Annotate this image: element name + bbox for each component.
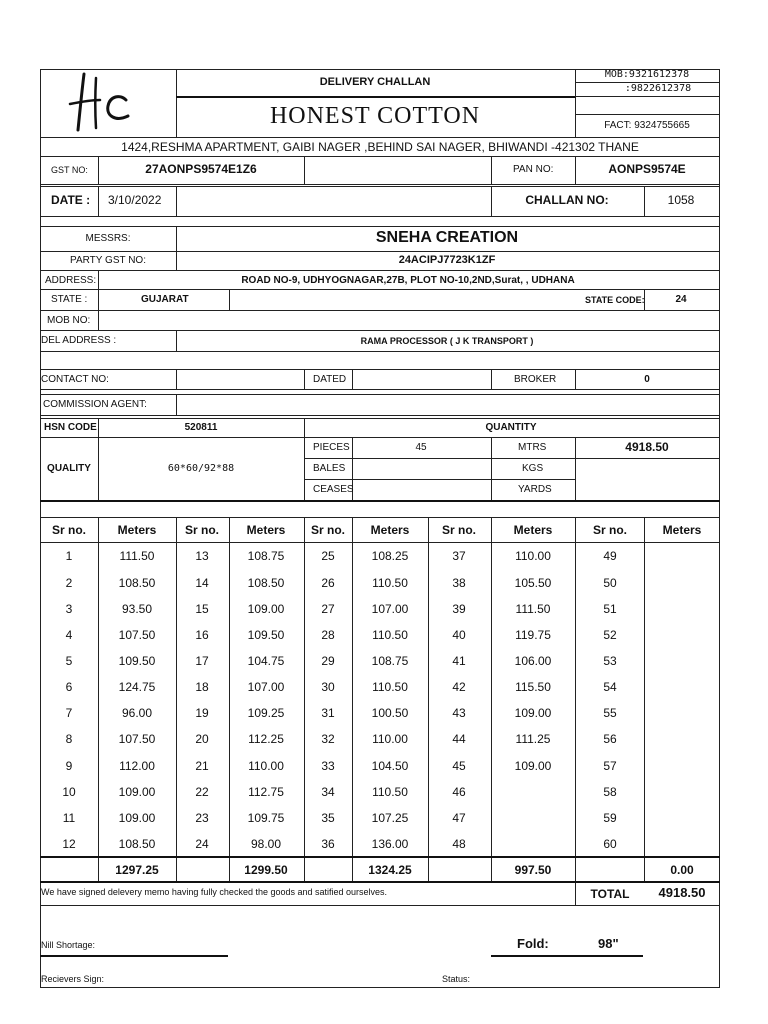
table-cell: 111.50 [515,602,551,616]
group-total: 1299.50 [244,863,288,877]
broker-value: 0 [644,374,650,385]
table-cell: 109.25 [247,706,285,720]
meters-header: Meters [513,523,553,537]
table-cell: 32 [321,732,335,746]
table-cell: 16 [195,628,209,642]
table-cell: 22 [195,785,209,799]
table-cell: 107.50 [118,628,156,642]
table-cell: 100.50 [371,706,409,720]
date-label: DATE : [51,193,91,207]
party-gst-label: PARTY GST NO: [70,255,146,266]
table-cell: 59 [603,811,617,825]
table-cell: 108.50 [118,837,156,851]
meters-header: Meters [117,523,157,537]
del-address-label: DEL ADDRESS : [41,335,117,346]
contact-label: CONTACT NO: [41,374,109,385]
table-cell: 110.00 [248,759,284,773]
table-cell: 26 [321,576,335,590]
table-cell: 57 [603,759,617,773]
party-name: SNEHA CREATION [375,229,519,246]
table-cell: 110.00 [372,732,408,746]
table-cell: 98.00 [250,837,282,851]
table-cell: 33 [321,759,335,773]
table-cell: 107.00 [247,680,285,694]
table-cell: 52 [603,628,617,642]
table-cell: 53 [603,654,617,668]
kgs-label: KGS [522,463,544,474]
table-cell: 56 [603,732,617,746]
table-cell: 104.75 [247,654,285,668]
table-cell: 12 [62,837,76,851]
dated-label: DATED [313,374,347,385]
challan-number: 1058 [667,193,695,207]
mtrs-value: 4918.50 [625,440,669,454]
commission-agent-label: COMMISSION AGENT: [43,399,147,410]
company-name: HONEST COTTON [269,103,481,129]
broker-label: BROKER [514,374,557,385]
table-cell: 48 [452,837,466,851]
group-total: 0.00 [670,863,694,877]
table-cell: 110.50 [372,576,408,590]
table-cell: 38 [452,576,466,590]
table-cell: 108.75 [247,549,285,563]
table-cell: 109.00 [514,759,552,773]
table-cell: 20 [195,732,209,746]
table-cell: 8 [65,732,73,746]
table-cell: 36 [321,837,335,851]
table-cell: 55 [603,706,617,720]
total-value: 4918.50 [658,885,706,900]
address-label: ADDRESS: [45,275,97,286]
table-cell: 93.50 [121,602,153,616]
table-cell: 60 [603,837,617,851]
party-gst-value: 24ACIPJ7723K1ZF [398,254,496,266]
sr-header: Sr no. [592,523,628,537]
bales-label: BALES [313,463,346,474]
table-cell: 111.50 [119,549,155,563]
mobile-number-2: :9822612378 [624,83,692,94]
doc-title: DELIVERY CHALLAN [319,76,431,88]
ceases-label: CEASES [313,484,354,495]
table-cell: 9 [65,759,73,773]
hsn-label: HSN CODE [44,422,97,433]
state-label: STATE : [51,294,88,305]
table-cell: 111.25 [515,732,551,746]
date-value: 3/10/2022 [108,193,162,207]
sr-header: Sr no. [310,523,346,537]
group-total: 1297.25 [115,863,159,877]
mobile-number-1: MOB:9321612378 [604,69,690,80]
table-cell: 58 [603,785,617,799]
table-cell: 107.25 [371,811,409,825]
state-code-label: STATE CODE: [585,295,645,305]
table-cell: 39 [452,602,466,616]
quantity-label: QUANTITY [485,422,537,433]
table-cell: 136.00 [371,837,409,851]
table-cell: 106.00 [514,654,552,668]
table-cell: 108.50 [118,576,156,590]
del-address-value: RAMA PROCESSOR ( J K TRANSPORT ) [360,336,534,346]
table-cell: 109.00 [514,706,552,720]
table-cell: 19 [195,706,209,720]
table-cell: 110.00 [515,549,551,563]
table-cell: 109.50 [118,654,156,668]
pan-value: AONPS9574E [608,162,686,176]
quality-label: QUALITY [47,463,91,474]
yards-label: YARDS [518,484,552,495]
table-cell: 110.50 [372,680,408,694]
table-cell: 24 [195,837,209,851]
meters-header: Meters [370,523,410,537]
table-cell: 108.25 [371,549,409,563]
table-cell: 47 [452,811,466,825]
state-value: GUJARAT [141,294,189,305]
table-cell: 42 [452,680,466,694]
table-cell: 49 [603,549,617,563]
table-cell: 2 [65,576,73,590]
table-cell: 124.75 [118,680,156,694]
table-cell: 109.75 [247,811,285,825]
table-cell: 1 [65,549,73,563]
table-cell: 29 [321,654,335,668]
table-cell: 34 [321,785,335,799]
nill-shortage-label: Nill Shortage: [41,940,96,950]
group-total: 1324.25 [368,863,412,877]
company-logo [66,70,136,134]
state-code-value: 24 [675,294,687,305]
factory-phone: FACT: 9324755665 [604,120,690,131]
hsn-value: 520811 [184,422,218,433]
pieces-label: PIECES [313,442,350,453]
fold-label: Fold: [517,936,549,951]
table-cell: 109.00 [118,811,156,825]
table-cell: 46 [452,785,466,799]
table-cell: 40 [452,628,466,642]
table-cell: 4 [65,628,73,642]
table-cell: 41 [452,654,466,668]
table-cell: 108.75 [371,654,409,668]
table-cell: 13 [195,549,209,563]
group-total: 997.50 [514,863,552,877]
table-cell: 17 [195,654,209,668]
table-cell: 44 [452,732,466,746]
table-cell: 23 [195,811,209,825]
table-cell: 30 [321,680,335,694]
table-cell: 25 [321,549,335,563]
table-cell: 115.50 [515,680,551,694]
table-cell: 112.75 [248,785,284,799]
table-cell: 5 [65,654,73,668]
table-cell: 110.50 [372,785,408,799]
table-cell: 18 [195,680,209,694]
table-cell: 11 [62,811,76,825]
challan-label: CHALLAN NO: [525,193,609,207]
table-cell: 50 [603,576,617,590]
table-cell: 45 [452,759,466,773]
sr-header: Sr no. [184,523,220,537]
table-cell: 105.50 [514,576,552,590]
table-cell: 43 [452,706,466,720]
receivers-sign-label: Recievers Sign: [41,974,105,984]
table-cell: 54 [603,680,617,694]
party-address: ROAD NO-9, UDHYOGNAGAR,27B, PLOT NO-10,2ND,Surat, , UDHANA [241,275,575,286]
sr-header: Sr no. [441,523,477,537]
gst-label: GST NO: [51,165,88,175]
total-label: TOTAL [590,887,630,901]
table-cell: 112.00 [119,759,155,773]
table-cell: 10 [62,785,76,799]
pieces-value: 45 [415,442,427,453]
quality-value: 60*60/92*88 [167,463,235,474]
table-cell: 51 [603,602,617,616]
table-cell: 112.25 [248,732,284,746]
status-label: Status: [442,974,471,984]
table-cell: 119.75 [515,628,551,642]
table-cell: 21 [195,759,209,773]
sr-header: Sr no. [51,523,87,537]
table-cell: 7 [65,706,73,720]
table-cell: 14 [195,576,209,590]
messrs-label: MESSRS: [85,233,131,244]
declaration-text: We have signed delevery memo having fully checked the goods and satified ourselves. [41,887,388,897]
table-cell: 28 [321,628,335,642]
table-cell: 35 [321,811,335,825]
mob-label: MOB NO: [47,315,91,326]
table-cell: 109.50 [247,628,285,642]
table-cell: 109.00 [118,785,156,799]
table-cell: 15 [195,602,209,616]
table-cell: 37 [452,549,466,563]
table-cell: 3 [65,602,73,616]
table-cell: 108.50 [247,576,285,590]
company-address: 1424,RESHMA APARTMENT, GAIBI NAGER ,BEHIND SAI NAGER, BHIWANDI -421302 THANE [121,140,639,154]
table-cell: 6 [65,680,73,694]
mtrs-label: MTRS [518,442,547,453]
pan-label: PAN NO: [513,164,554,175]
table-cell: 110.50 [372,628,408,642]
table-cell: 104.50 [371,759,409,773]
meters-header: Meters [662,523,702,537]
table-cell: 31 [321,706,335,720]
table-cell: 96.00 [121,706,153,720]
table-cell: 27 [321,602,335,616]
gst-value: 27AONPS9574E1Z6 [145,162,257,176]
meters-header: Meters [246,523,286,537]
table-cell: 109.00 [247,602,285,616]
table-cell: 107.00 [371,602,409,616]
fold-value: 98" [598,936,619,951]
table-cell: 107.50 [118,732,156,746]
